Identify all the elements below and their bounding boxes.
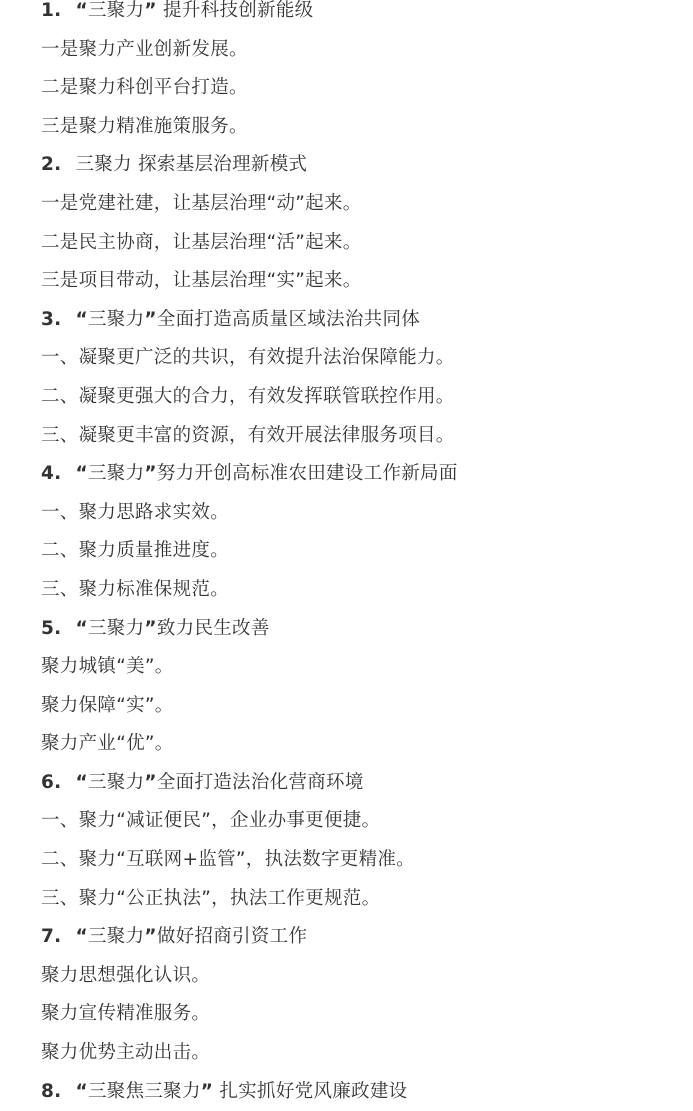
section-item: 三、聚力标准保规范。 xyxy=(41,578,230,600)
section-item: 三是项目带动，让基层治理“实”起来。 xyxy=(41,270,362,292)
section-item: 一、聚力“减证便民”，企业办事更便捷。 xyxy=(41,810,381,832)
quote-open: “ xyxy=(75,1080,88,1102)
section-title-rest: 努力开创高标准农田建设工作新局面 xyxy=(156,463,458,485)
section-item: 聚力产业“优”。 xyxy=(41,733,174,755)
section-item: 聚力保障“实”。 xyxy=(41,694,174,716)
section-keyword: 三聚力 xyxy=(87,463,145,485)
section-title-rest: 致力民生改善 xyxy=(156,617,270,639)
section-item: 一是党建社建，让基层治理“动”起来。 xyxy=(41,192,362,214)
quote-close: ” xyxy=(144,617,157,639)
quote-close: ” xyxy=(144,463,157,485)
section-number: 7. xyxy=(41,926,62,948)
section-number: 4. xyxy=(41,463,62,485)
section-keyword: 三聚力 xyxy=(87,308,145,330)
section-item: 二是民主协商，让基层治理“活”起来。 xyxy=(41,231,362,253)
section-number: 1. xyxy=(41,0,62,21)
section-keyword: 三聚力 xyxy=(87,0,145,21)
section-item: 二、凝聚更强大的合力，有效发挥联管联控作用。 xyxy=(41,385,455,407)
section-item: 一、聚力思路求实效。 xyxy=(41,501,230,523)
quote-open: “ xyxy=(75,463,88,485)
quote-close: ” xyxy=(200,1080,214,1102)
section-keyword: 三聚力 xyxy=(87,926,145,948)
section-title-rest: 全面打造法治化营商环境 xyxy=(156,771,364,793)
section-number: 2. xyxy=(41,154,62,176)
section-keyword: 三聚焦三聚力 xyxy=(87,1080,201,1102)
section-item: 三、聚力“公正执法”，执法工作更规范。 xyxy=(41,887,381,909)
section-item: 二、聚力“互联网+监管”，执法数字更精准。 xyxy=(41,849,415,871)
quote-open: “ xyxy=(75,771,88,793)
section-title-rest: 做好招商引资工作 xyxy=(156,926,308,948)
section-heading xyxy=(0,455,693,494)
section-item: 聚力城镇“美”。 xyxy=(41,656,174,678)
section-number: 5. xyxy=(41,617,62,639)
section-item: 一、凝聚更广泛的共识，有效提升法治保障能力。 xyxy=(41,347,455,369)
section-number: 6. xyxy=(41,771,62,793)
quote-open: “ xyxy=(75,926,88,948)
section-number: 8. xyxy=(41,1080,62,1102)
quote-close: ” xyxy=(144,0,157,21)
section-item: 聚力思想强化认识。 xyxy=(41,964,211,986)
section-heading xyxy=(0,918,693,957)
quote-close: ” xyxy=(144,771,157,793)
section-heading xyxy=(0,0,693,31)
section-heading xyxy=(0,146,693,185)
section-title-rest: 扎实抓好党风廉政建设 xyxy=(213,1080,408,1102)
quote-open: “ xyxy=(75,308,88,330)
section-item: 一是聚力产业创新发展。 xyxy=(41,38,248,60)
quote-open: “ xyxy=(75,0,88,21)
section-item: 三是聚力精准施策服务。 xyxy=(41,115,248,137)
section-keyword: 三聚力 xyxy=(75,154,132,176)
section-item: 聚力优势主动出击。 xyxy=(41,1042,211,1064)
section-heading xyxy=(0,764,693,803)
section-title-rest: 全面打造高质量区域法治共同体 xyxy=(156,308,421,330)
section-heading xyxy=(0,610,693,649)
section-item: 三、凝聚更丰富的资源，有效开展法律服务项目。 xyxy=(41,424,455,446)
section-keyword: 三聚力 xyxy=(87,617,145,639)
section-item: 聚力宣传精准服务。 xyxy=(41,1003,211,1025)
section-title-rest: 提升科技创新能级 xyxy=(156,0,314,21)
section-number: 3. xyxy=(41,308,62,330)
section-heading xyxy=(0,1073,693,1111)
section-heading xyxy=(0,301,693,340)
section-keyword: 三聚力 xyxy=(87,771,145,793)
quote-open: “ xyxy=(75,617,88,639)
section-item: 二是聚力科创平台打造。 xyxy=(41,77,248,99)
section-item: 二、聚力质量推进度。 xyxy=(41,540,230,562)
quote-close: ” xyxy=(144,308,157,330)
section-title-rest: 探索基层治理新模式 xyxy=(131,154,308,176)
quote-close: ” xyxy=(144,926,157,948)
